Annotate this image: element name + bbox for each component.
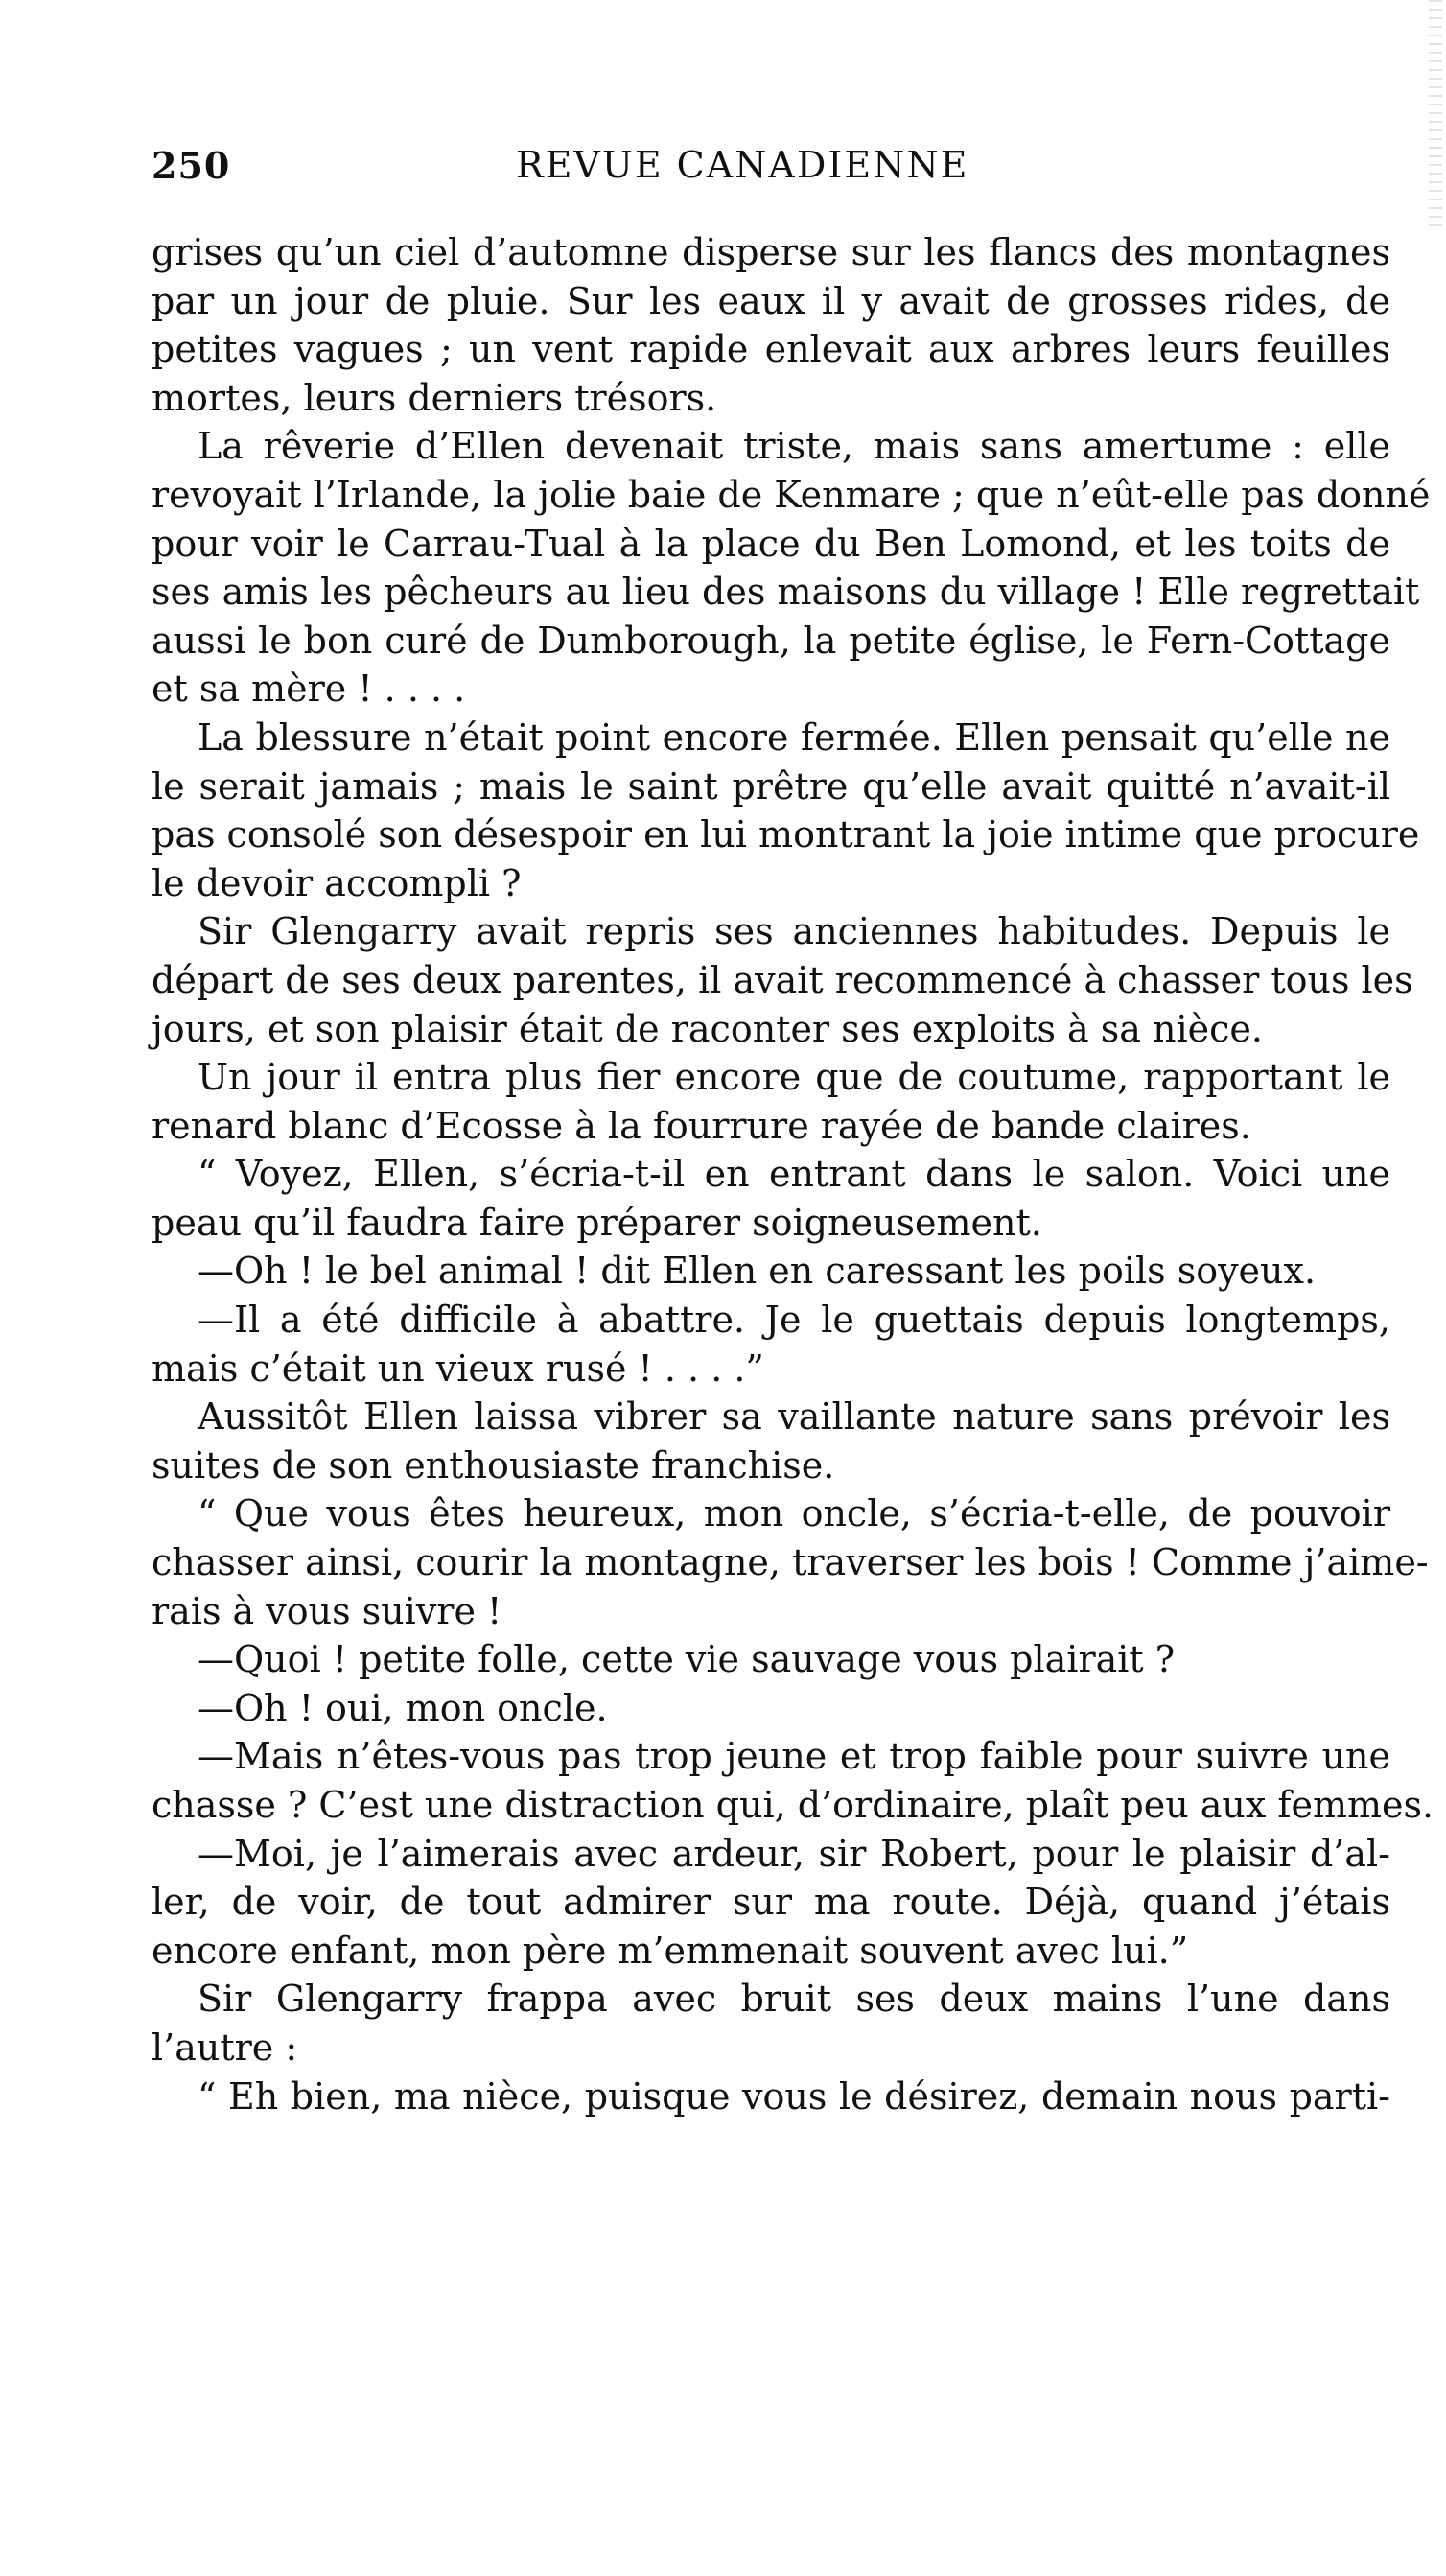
text-line: encore enfant, mon père m’emmenait souvent avec lui.” — [152, 1929, 1189, 1972]
text-line: grises qu’un ciel d’automne disperse sur les flancs des montagnes — [152, 231, 1390, 273]
text-line: aussi le bon curé de Dumborough, la petite église, le Fern-Cottage — [152, 619, 1390, 662]
page-header — [152, 144, 1398, 201]
text-line: Aussitôt Ellen laissa vibrer sa vaillante nature sans prévoir les — [198, 1395, 1390, 1439]
page-number: 250 — [152, 144, 231, 187]
text-line: mortes, leurs derniers trésors. — [152, 376, 717, 419]
text-line: ses amis les pêcheurs au lieu des maisons du village ! Elle regrettait — [152, 571, 1420, 614]
text-line: —Il a été difficile à abattre. Je le guettais depuis longtemps, — [198, 1299, 1390, 1342]
text-line: pour voir le Carrau-Tual à la place du Ben Lomond, et les toits de — [152, 522, 1390, 565]
text-line: renard blanc d’Ecosse à la fourrure rayée de bande claires. — [152, 1104, 1251, 1147]
text-line: La rêverie d’Ellen devenait triste, mais sans amertume : elle — [198, 425, 1390, 468]
text-line: petites vagues ; un vent rapide enlevait aux arbres leurs feuilles — [152, 328, 1390, 371]
body-text — [152, 228, 1434, 2120]
text-line: peau qu’il faudra faire préparer soigneusement. — [152, 1201, 1042, 1244]
text-line: “ Voyez, Ellen, s’écria-t-il en entrant dans le salon. Voici une — [198, 1153, 1390, 1196]
scan-edge-noise — [1429, 0, 1442, 230]
text-line: jours, et son plaisir était de raconter ses exploits à sa nièce. — [152, 1007, 1263, 1050]
text-line: chasse ? C’est une distraction qui, d’ordinaire, plaît peu aux femmes. — [152, 1784, 1434, 1826]
text-line: rais à vous suivre ! — [152, 1589, 502, 1632]
text-line: Sir Glengarry avait repris ses anciennes habitudes. Depuis le — [198, 910, 1390, 953]
text-line: “ Que vous êtes heureux, mon oncle, s’écria-t-elle, de pouvoir — [198, 1492, 1390, 1535]
text-line: pas consolé son désespoir en lui montrant la joie intime que procure — [152, 813, 1420, 856]
text-line: Sir Glengarry frappa avec bruit ses deux mains l’une dans — [198, 1978, 1390, 2021]
text-line: La blessure n’était point encore fermée. Ellen pensait qu’elle ne — [198, 715, 1390, 759]
text-line: suites de son enthousiaste franchise. — [152, 1443, 835, 1487]
text-line: —Mais n’êtes-vous pas trop jeune et trop faible pour suivre une — [198, 1735, 1390, 1778]
text-line: —Quoi ! petite folle, cette vie sauvage vous plairait ? — [198, 1638, 1176, 1681]
text-line: —Moi, je l’aimerais avec ardeur, sir Robert, pour le plaisir d’al- — [198, 1832, 1390, 1875]
text-line: mais c’était un vieux rusé ! . . . .” — [152, 1347, 764, 1390]
text-line: chasser ainsi, courir la montagne, traverser les bois ! Comme j’aime- — [152, 1541, 1429, 1584]
text-line: —Oh ! oui, mon oncle. — [198, 1686, 608, 1729]
text-line: par un jour de pluie. Sur les eaux il y avait de grosses rides, de — [152, 279, 1390, 322]
text-line: revoyait l’Irlande, la jolie baie de Kenmare ; que n’eût-elle pas donné — [152, 473, 1431, 516]
text-line: le serait jamais ; mais le saint prêtre qu’elle avait quitté n’avait-il — [152, 764, 1390, 808]
text-line: —Oh ! le bel animal ! dit Ellen en caressant les poils soyeux. — [198, 1250, 1317, 1293]
text-line: “ Eh bien, ma nièce, puisque vous le désirez, demain nous parti- — [198, 2074, 1390, 2118]
text-line: le devoir accompli ? — [152, 861, 522, 904]
text-line: Un jour il entra plus fier encore que de coutume, rapportant le — [198, 1056, 1390, 1099]
running-title: REVUE CANADIENNE — [516, 144, 969, 186]
text-line: et sa mère ! . . . . — [152, 667, 466, 711]
text-line: départ de ses deux parentes, il avait recommencé à chasser tous les — [152, 958, 1413, 1001]
text-line: l’autre : — [152, 2026, 298, 2069]
text-line: ler, de voir, de tout admirer sur ma route. Déjà, quand j’étais — [152, 1881, 1390, 1924]
